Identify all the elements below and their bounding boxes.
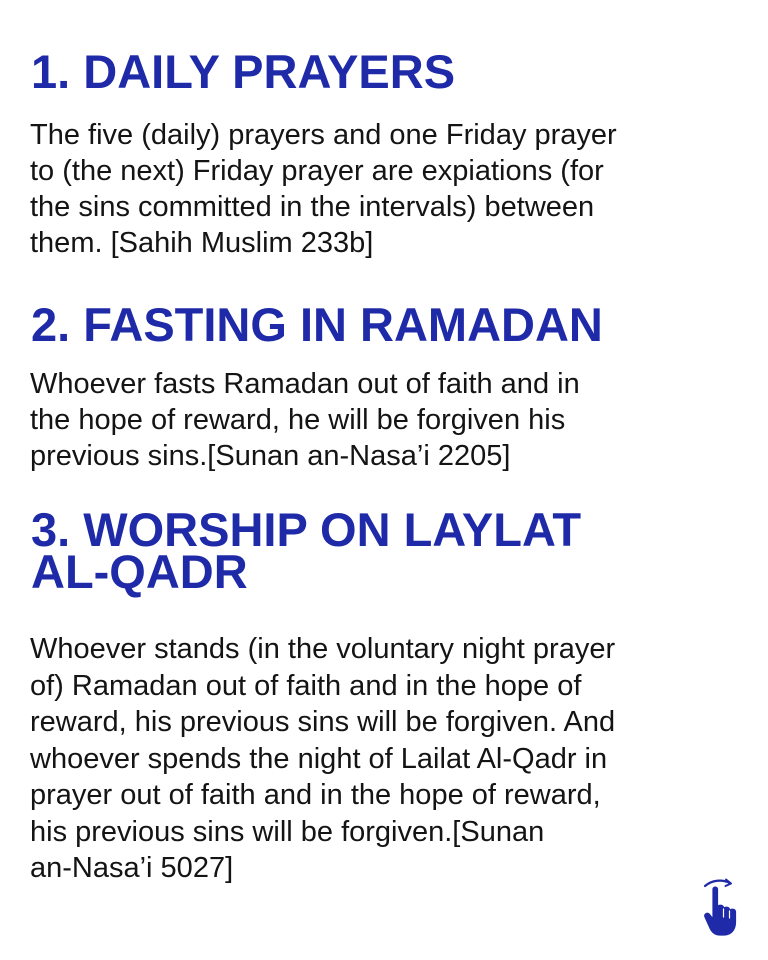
body-line: them. [Sahih Muslim 233b] <box>30 227 374 259</box>
heading-line: 3. WORSHIP ON LAYLAT <box>31 503 582 556</box>
body-line: whoever spends the night of Lailat Al-Qadr in <box>30 742 608 775</box>
body-line: reward, his previous sins will be forgiven. And <box>30 706 616 738</box>
body-line: prayer out of faith and in the hope of reward, <box>30 779 601 811</box>
body-line: Whoever stands (in the voluntary night prayer <box>30 633 616 665</box>
body-line: Whoever fasts Ramadan out of faith and in <box>30 368 580 400</box>
body-line: of) Ramadan out of faith and in the hope of <box>30 669 582 702</box>
section-body-fasting-in-ramadan <box>30 366 735 474</box>
body-line: the sins committed in the intervals) between <box>30 191 595 223</box>
body-line: previous sins.[Sunan an-Nasa’i 2205] <box>30 440 511 472</box>
heading-line: AL-QADR <box>31 545 248 598</box>
section-heading-daily-prayers: 1. DAILY PRAYERS <box>31 45 456 98</box>
body-line: an-Nasa’i 5027] <box>30 852 234 884</box>
section-heading-worship-on-laylat-al-qadr <box>31 505 581 597</box>
body-line: to (the next) Friday prayer are expiations (for <box>30 155 604 187</box>
body-line: his previous sins will be forgiven.[Sunan <box>30 815 545 848</box>
body-line: the hope of reward, he will be forgiven his <box>30 404 566 436</box>
section-body-daily-prayers <box>30 117 735 261</box>
section-body-worship-on-laylat-al-qadr <box>30 631 735 887</box>
body-line: The five (daily) prayers and one Friday prayer <box>30 119 617 151</box>
swipe-hand-icon[interactable] <box>700 877 746 939</box>
section-heading-fasting-in-ramadan: 2. FASTING IN RAMADAN <box>31 298 603 351</box>
